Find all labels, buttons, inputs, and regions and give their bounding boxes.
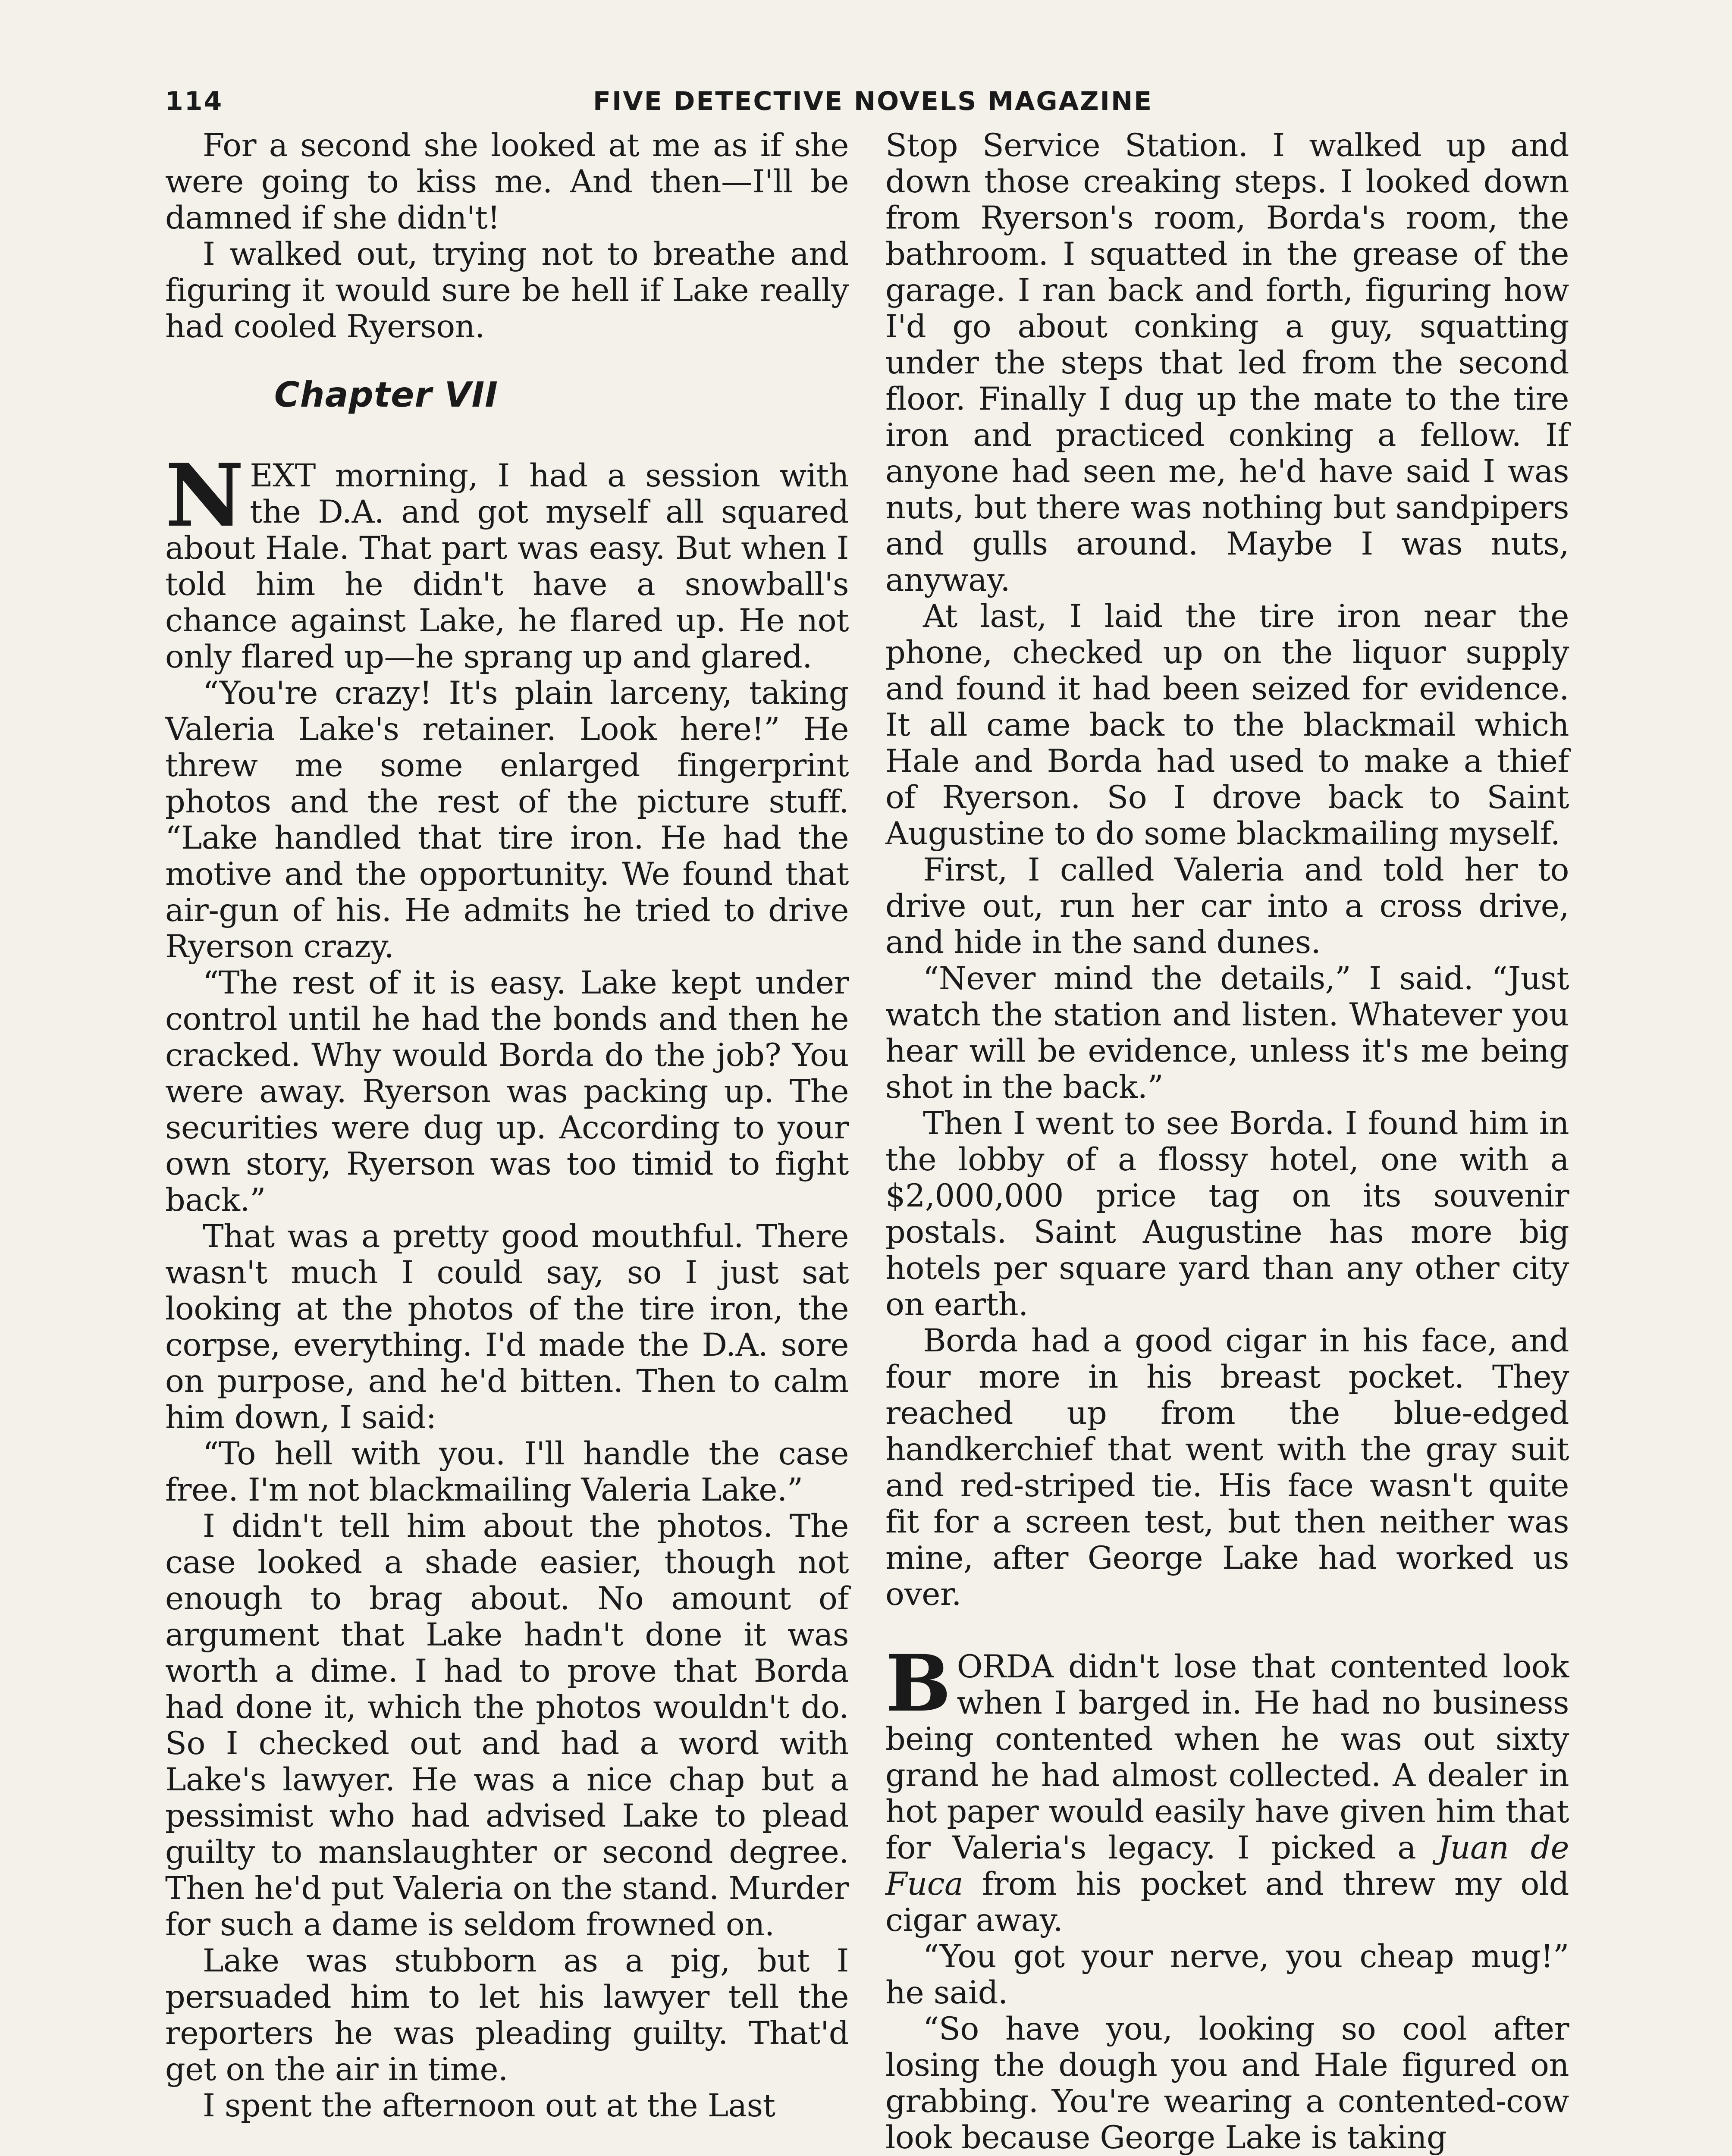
- running-title: FIVE DETECTIVE NOVELS MAGAZINE: [593, 86, 1153, 116]
- paragraph: First, I called Valeria and told her to drive out, run her car into a cross drive, and hide in the sand dunes.: [885, 852, 1569, 961]
- paragraph-text: didn't lose that contented look when I barged in. He had no business being contented when he was out sixty grand he had almost collected. A dealer in hot paper would easily have given him that for Valeria's legacy. I picked a: [885, 1648, 1569, 1866]
- paragraph: I walked out, trying not to breathe and figuring it would sure be hell if Lake really had cooled Ryerson.: [165, 236, 849, 345]
- italic-text: Juan de Fuca: [885, 1830, 1569, 1902]
- paragraph-text: morning, I had a session with the D.A. and got myself all squared about Hale. That part was easy. But when I told him he didn't have a snowball's chance against Lake, he flared up. He not only flared up—he sprang up and glared.: [165, 458, 849, 675]
- chapter-opening-paragraph: [165, 445, 849, 675]
- paragraph: I spent the afternoon out at the Last: [203, 2087, 775, 2124]
- left-column: [165, 128, 849, 2124]
- paragraph: “You're crazy! It's plain larceny, taking Valeria Lake's retainer. Look here!” He threw me some enlarged fingerprint photos and the rest of the picture stuff. “Lake handled that tire iron. He had the motive and the opportunity. We found that air-gun of his. He admits he tried to drive Ryerson crazy.: [165, 675, 849, 965]
- paragraph: For a second she looked at me as if she were going to kiss me. And then—I'll be damned if she didn't!: [165, 127, 849, 236]
- section-opening-paragraph: [885, 1638, 1569, 1939]
- paragraph: That was a pretty good mouthful. There wasn't much I could say, so I just sat looking at the photos of the tire iron, the corpse, everything. I'd made the D.A. sore on purpose, and he'd bitten. Then to calm him down, I said:: [165, 1218, 849, 1436]
- paragraph: Borda had a good cigar in his face, and four more in his breast pocket. They reached up from the blue-edged handkerchief that went with the gray suit and red-striped tie. His face wasn't quite fit for a screen test, but then neither was mine, after George Lake had worked us over.: [885, 1322, 1569, 1613]
- paragraph: At last, I laid the tire iron near the phone, checked up on the liquor supply and found it had been seized for evidence. It all came back to the blackmail which Hale and Borda had used to make a thief of Ryerson. So I drove back to Saint Augustine to do some blackmailing myself.: [885, 598, 1569, 852]
- chapter-heading: Chapter VII: [274, 375, 499, 415]
- drop-cap: B: [885, 1638, 951, 1729]
- drop-cap: N: [165, 445, 244, 546]
- page-header: [0, 86, 1732, 125]
- paragraph: Then I went to see Borda. I found him in the lobby of a flossy hotel, one with a $2,000,000 price tag on its souvenir postals. Saint Augustine has more big hotels per square yard than any other city on earth.: [885, 1105, 1569, 1323]
- paragraph: Lake was stubborn as a pig, but I persuaded him to let his lawyer tell the reporters he was pleading guilty. That'd get on the air in time.: [165, 1943, 849, 2088]
- paragraph: “So have you, looking so cool after losing the dough you and Hale figured on grabbing. You're wearing a contented-cow look because George Lake is taking: [885, 2011, 1569, 2156]
- paragraph-text: from his pocket and threw my old cigar away.: [885, 1866, 1569, 1939]
- paragraph: I didn't tell him about the photos. The case looked a shade easier, though not enough to brag about. No amount of argument that Lake hadn't done it was worth a dime. I had to prove that Borda had done it, which the photos wouldn't do. So I checked out and had a word with Lake's lawyer. He was a nice chap but a pessimist who had advised Lake to plead guilty to manslaughter or second degree. Then he'd put Valeria on the stand. Murder for such a dame is seldom frowned on.: [165, 1508, 849, 1943]
- page-number: 114: [165, 86, 223, 116]
- paragraph: Stop Service Station. I walked up and down those creaking steps. I looked down from Ryerson's room, Borda's room, the bathroom. I squatted in the grease of the garage. I ran back and forth, figuring how I'd go about conking a guy, squatting under the steps that led from the second floor. Finally I dug up the mate to the tire iron and practiced conking a fellow. If anyone had seen me, he'd have said I was nuts, but there was nothing but sandpipers and gulls around. Maybe I was nuts, anyway.: [885, 127, 1569, 599]
- paragraph: “You got your nerve, you cheap mug!” he said.: [885, 1938, 1569, 2011]
- paragraph: “Never mind the details,” I said. “Just watch the station and listen. Whatever you hear will be evidence, unless it's me being shot in the back.”: [885, 960, 1569, 1106]
- paragraph: “The rest of it is easy. Lake kept under control until he had the bonds and then he cracked. Why would Borda do the job? You were away. Ryerson was packing up. The securities were dug up. According to your own story, Ryerson was too timid to fight back.”: [165, 965, 849, 1219]
- section-break: [885, 1613, 1569, 1649]
- small-caps-lead: ORDA: [957, 1648, 1054, 1685]
- right-column: [885, 128, 1569, 2156]
- paragraph: “To hell with you. I'll handle the case free. I'm not blackmailing Valeria Lake.”: [165, 1435, 849, 1508]
- small-caps-lead: EXT: [250, 458, 316, 494]
